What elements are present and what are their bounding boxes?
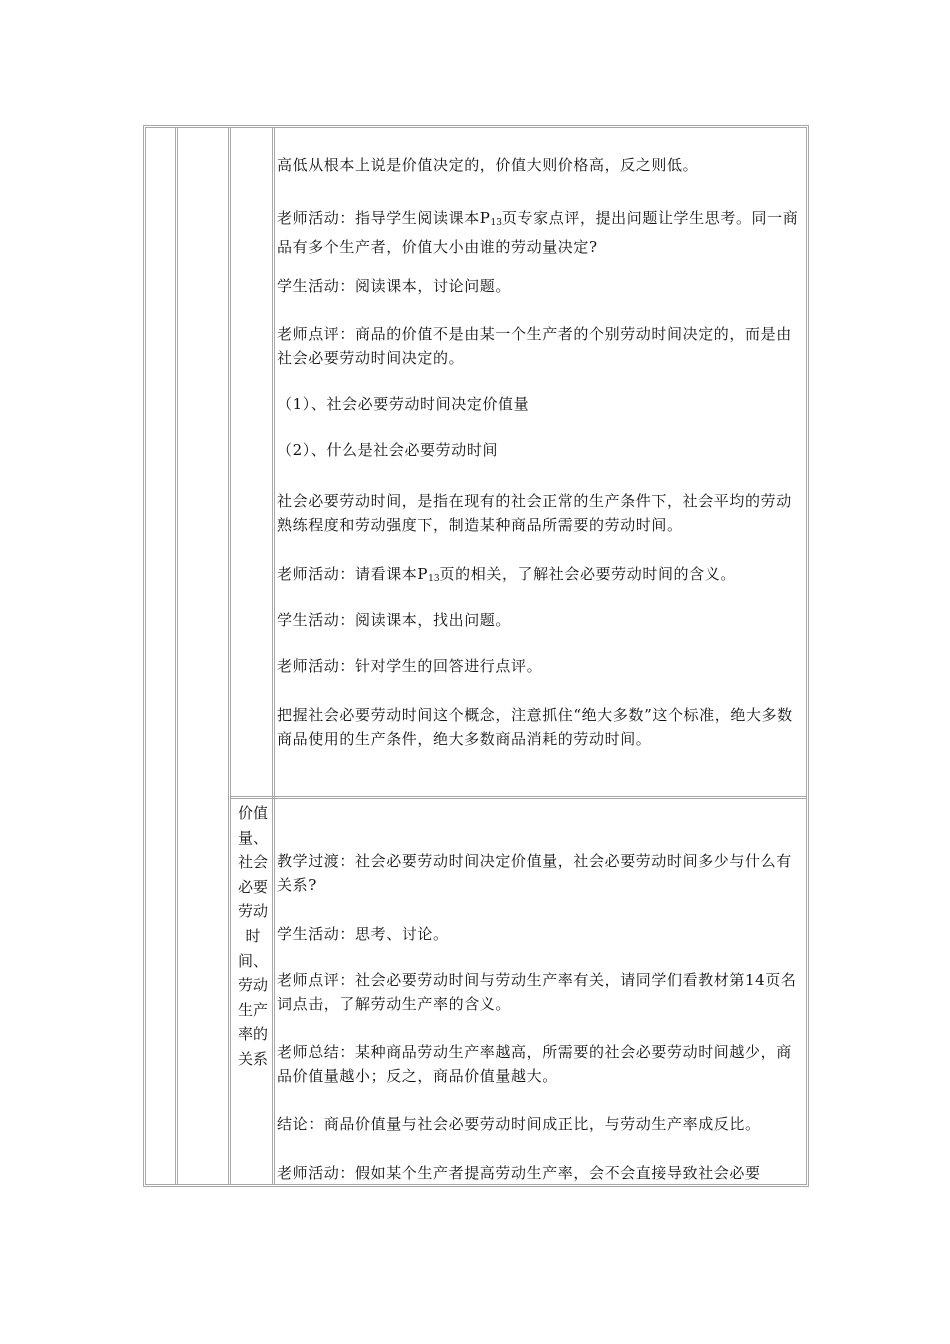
student-activity-paragraph: 学生活动：阅读课本，讨论问题。 bbox=[277, 277, 512, 295]
teaching-transition-paragraph: 教学过渡：社会必要劳动时间决定价值量，社会必要劳动时间多少与什么有关系? bbox=[277, 852, 792, 894]
teacher-activity-paragraph: 老师活动：针对学生的回答进行点评。 bbox=[277, 657, 543, 675]
teacher-comment-paragraph: 老师点评：社会必要劳动时间与劳动生产率有关，请同学们看教材第14页名词点击，了解劳动生产率的含义。 bbox=[277, 971, 797, 1013]
column-divider-1 bbox=[175, 128, 178, 1184]
topic-cell: 价值量、社会必要劳动时间、劳动生产率的关系 bbox=[237, 804, 268, 1068]
teacher-activity-paragraph: 老师活动：指导学生阅读课本$P_{13}$页专家点评，提出问题让学生思考。同一商品有多个生产者，价值大小由谁的劳动量决定? bbox=[277, 209, 799, 256]
text-line: 高低从根本上说是价值决定的，价值大则价格高，反之则低。 bbox=[277, 156, 699, 174]
numbered-item-1: （1）、社会必要劳动时间决定价值量 bbox=[277, 395, 530, 413]
teacher-summary-paragraph: 老师总结：某种商品劳动生产率越高，所需要的社会必要劳动时间越少，商品价值量越小；反之，商品价值量越大。 bbox=[277, 1043, 792, 1085]
teacher-comment-paragraph: 老师点评：商品的价值不是由某一个生产者的个别劳动时间决定的，而是由社会必要劳动时间决定的。 bbox=[277, 325, 792, 367]
column-divider-2 bbox=[228, 128, 231, 1184]
teacher-activity-paragraph: 老师活动：假如某个生产者提高劳动生产率，会不会直接导致社会必要 bbox=[277, 1164, 761, 1182]
row-divider bbox=[231, 796, 806, 799]
conclusion-paragraph: 结论：商品价值量与社会必要劳动时间成正比，与劳动生产率成反比。 bbox=[277, 1115, 761, 1133]
student-activity-paragraph: 学生活动：思考、讨论。 bbox=[277, 925, 449, 943]
key-point-paragraph: 把握社会必要劳动时间这个概念，注意抓住“绝大多数”这个标准，绝大多数商品使用的生产条件，绝大多数商品消耗的劳动时间。 bbox=[277, 706, 793, 748]
numbered-item-2: （2）、什么是社会必要劳动时间 bbox=[277, 441, 499, 459]
definition-paragraph: 社会必要劳动时间，是指在现有的社会正常的生产条件下，社会平均的劳动熟练程度和劳动强度下，制造某种商品所需要的劳动时间。 bbox=[277, 492, 792, 534]
teacher-activity-paragraph: 老师活动：请看课本$P_{13}$页的相关，了解社会必要劳动时间的含义。 bbox=[277, 565, 736, 584]
student-activity-paragraph: 学生活动：阅读课本，找出问题。 bbox=[277, 611, 512, 629]
